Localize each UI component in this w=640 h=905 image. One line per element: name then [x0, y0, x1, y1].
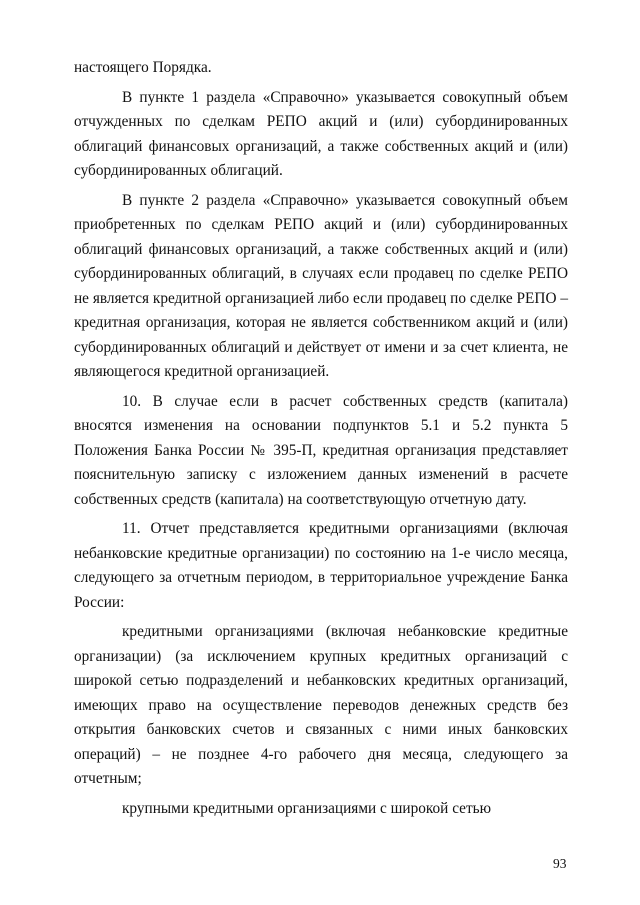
paragraph-spravochno-item-2: В пункте 2 раздела «Справочно» указывается совокупный объем приобретенных по сделкам РЕПО акций и (или) субординированных облигаций финансовых организаций, а также собственных акций и (или) субординированных облигаций, в случаях если продавец по сделке РЕПО не является кредитной организацией либо если продавец по сделке РЕПО – кредитная организация, которая не является собственником акций и (или) субординированных облигаций и действует от имени и за счет клиента, не являющегося кредитной организацией. — [74, 191, 568, 380]
paragraph-continuation: настоящего Порядка. — [74, 59, 212, 76]
paragraph-deadline-general: кредитными организациями (включая небанковские кредитные организации) (за исключением крупных кредитных организаций с широкой сетью подразделений и небанковских кредитных организаций, имеющих право на осуществление переводов денежных средств без открытия банковских счетов и связанных с ними иных банковских операций) – не позднее 4-го рабочего дня месяца, следующего за отчетным; — [74, 623, 568, 787]
page-number: 93 — [553, 856, 567, 871]
paragraph-clause-11: 11. Отчет представляется кредитными организациями (включая небанковские кредитные организации) по состоянию на 1-е число месяца, следующего за отчетным периодом, в территориальное учреждение Банка России: — [74, 520, 568, 611]
paragraph-clause-10: 10. В случае если в расчет собственных средств (капитала) вносятся изменения на основании подпунктов 5.1 и 5.2 пункта 5 Положения Банка России № 395-П, кредитная организация представляет пояснительную записку с изложением данных изменений в расчете собственных средств (капитала) на соответствующую отчетную дату. — [74, 392, 568, 508]
body-text — [74, 56, 568, 821]
paragraph-deadline-large-banks: крупными кредитными организациями с широкой сетью — [122, 799, 492, 817]
paragraph-spravochno-item-1: В пункте 1 раздела «Справочно» указывается совокупный объем отчужденных по сделкам РЕПО акций и (или) субординированных облигаций финансовых организаций, а также собственных акций и (или) субординированных облигаций. — [74, 88, 568, 179]
